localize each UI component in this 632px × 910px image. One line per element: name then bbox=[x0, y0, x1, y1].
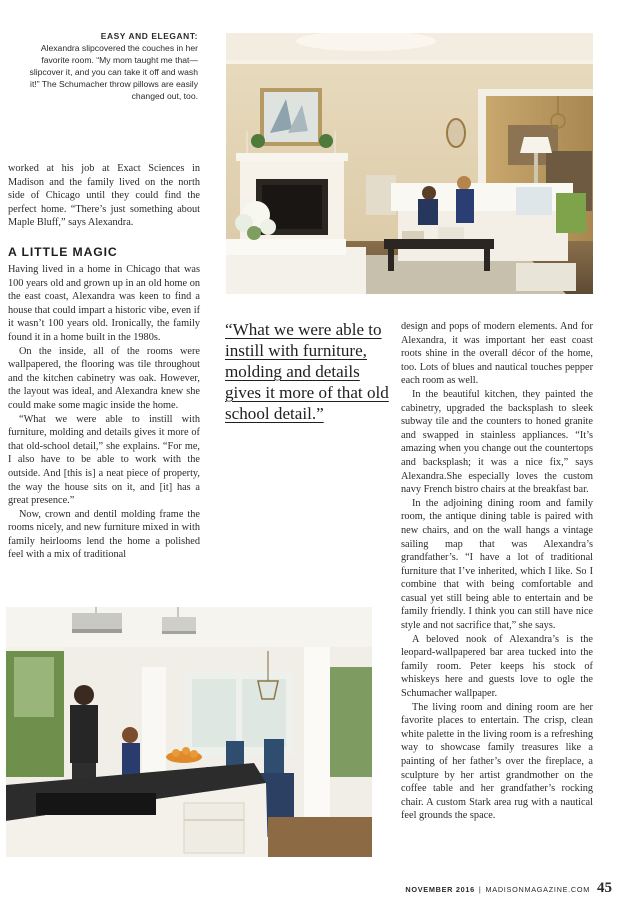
pull-quote bbox=[225, 319, 395, 424]
body-paragraph-3: “What we were able to instill with furniture, molding and details gives it more of that old-school detail,” she explains. “For me, I also have to be able to work with the outside. And [this is] a neat piece of property, the way the house sits on it, and [it] has a great presence.” bbox=[8, 413, 200, 507]
pull-quote-text: “What we were able to instill with furniture, molding and details gives it more of that old school detail.” bbox=[225, 320, 389, 423]
caption-heading: EASY AND ELEGANT: bbox=[100, 31, 198, 41]
body-paragraph-2: On the inside, all of the rooms were wallpapered, the flooring was tile throughout and the kitchen cabinetry was oak. However, the layout was ideal, and Alexandra knew she could make some magic inside the home. bbox=[8, 345, 200, 411]
body-paragraph-1: Having lived in a home in Chicago that was 100 years old and grown up in an old home on the east coast, Alexandra was keen to find a house that could impart a historic vibe, even if it wasn’t 100 years old. Ironically, the family found it in a home built in the 1980s. bbox=[8, 264, 200, 343]
body-paragraph-4: Now, crown and dentil molding frame the rooms nicely, and new furniture mixed in with family heirlooms lend the home a polished feel with a mix of traditional bbox=[8, 508, 200, 561]
kitchen-photo bbox=[6, 607, 372, 857]
column-one-intro bbox=[8, 162, 200, 230]
magazine-site: MADISONMAGAZINE.COM bbox=[485, 885, 590, 894]
caption-text: Alexandra slipcovered the couches in her favorite room. “My mom taught me that—slipcover it, and you can take it off and wash it!” The Schumacher throw pillows are easily changed out, too. bbox=[29, 42, 198, 101]
intro-paragraph: worked at his job at Exact Sciences in Madison and the family lived on the north side of Chicago until they could find the perfect home. “There’s just something about Maple Bluff,” says Alexandra. bbox=[8, 163, 200, 229]
column-one-body bbox=[8, 263, 200, 562]
body-paragraph-8: A beloved nook of Alexandra’s is the leopard-wallpapered bar area tucked into the family room. Peter keeps his stock of whiskeys here and guests love to ogle the Schumacher wallpaper. bbox=[401, 633, 593, 700]
body-paragraph-7: In the adjoining dining room and family room, the antique dining table is paired with new chairs, and on the wall hangs a vintage sailing map that was Alexandra’s grandfather’s. “I have a lot of traditional furniture that I’ve inherited, which I like. So I combine that with being comfortable and casual yet still being able to entertain and be family friendly. I think you can still have nice style and not sacrifice that,” she says. bbox=[401, 497, 593, 632]
photo-caption bbox=[22, 31, 198, 102]
living-room-photo bbox=[226, 33, 593, 294]
issue-date: NOVEMBER 2016 bbox=[405, 885, 475, 894]
body-paragraph-9: The living room and dining room are her favorite places to entertain. The crisp, clean white palette in the living room is a refreshing way to showcase family treasures like a painting of her father’s over the fireplace, a sculpture by her artist grandmother on the coffee table and her grandfather’s rocking chair. A custom Stark area rug with a nautical feel grounds the space. bbox=[401, 701, 593, 822]
footer-separator: | bbox=[478, 885, 482, 894]
column-three-body bbox=[401, 320, 593, 823]
body-paragraph-5: design and pops of modern elements. And for Alexandra, it was important her east coast roots shine in the overall décor of the home, too. Lots of blues and nautical touches pepper each room as well. bbox=[401, 321, 593, 387]
section-heading: A LITTLE MAGIC bbox=[8, 245, 118, 259]
body-paragraph-6: In the beautiful kitchen, they painted the cabinetry, upgraded the backsplash to sleek subway tile and the counters to honed granite and swapped in stainless appliances. “It’s amazing when you change out the countertops and backsplash; it was a nice fix,” says Alexandra.She especially loves the custom navy French bistro chairs at the breakfast bar. bbox=[401, 388, 593, 496]
page-number: 45 bbox=[597, 880, 612, 896]
page-footer bbox=[405, 880, 612, 897]
